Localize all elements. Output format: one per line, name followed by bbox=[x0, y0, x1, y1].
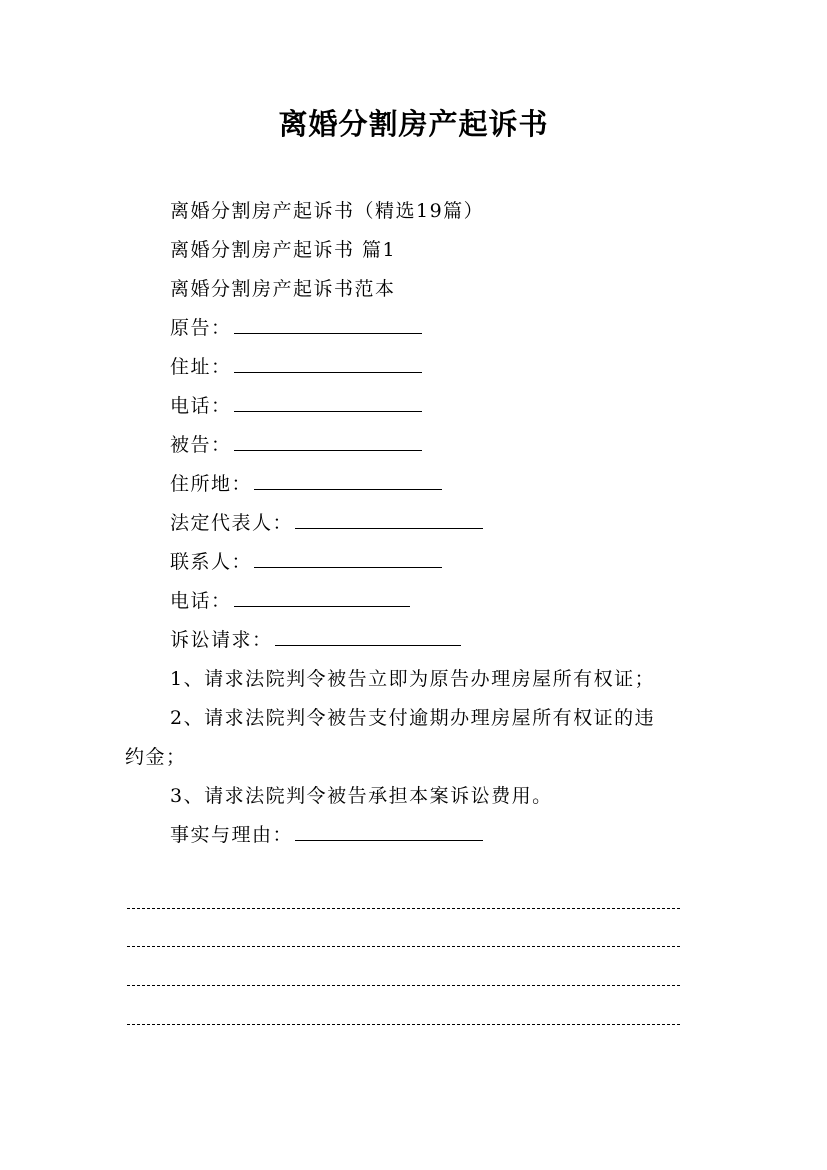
field-label: 联系人： bbox=[170, 551, 253, 573]
fill-blank bbox=[234, 393, 422, 412]
field-label: 电话： bbox=[170, 395, 232, 417]
field-domicile bbox=[170, 471, 442, 497]
writing-rule bbox=[127, 946, 680, 947]
claim-3: 3、请求法院判令被告承担本案诉讼费用。 bbox=[170, 785, 553, 807]
fill-blank bbox=[254, 471, 442, 490]
field-label: 住所地： bbox=[170, 473, 253, 495]
field-label: 原告： bbox=[170, 317, 232, 339]
field-label: 事实与理由： bbox=[170, 824, 294, 846]
field-phone bbox=[170, 393, 422, 419]
field-plaintiff bbox=[170, 315, 422, 341]
field-label: 电话： bbox=[170, 590, 232, 612]
writing-rule bbox=[127, 908, 680, 909]
template-heading: 离婚分割房产起诉书范本 bbox=[170, 278, 396, 300]
field-contact-phone bbox=[170, 588, 410, 614]
writing-rule bbox=[127, 1024, 680, 1025]
writing-rule bbox=[127, 985, 680, 986]
claim-2-continued: 约金； bbox=[125, 746, 187, 768]
subtitle: 离婚分割房产起诉书（精选19篇） bbox=[170, 200, 485, 222]
fill-blank bbox=[275, 627, 461, 646]
fill-blank bbox=[234, 588, 410, 607]
field-claims bbox=[170, 627, 461, 653]
claim-1: 1、请求法院判令被告立即为原告办理房屋所有权证； bbox=[170, 668, 656, 690]
fill-blank bbox=[295, 510, 483, 529]
field-label: 被告： bbox=[170, 434, 232, 456]
fill-blank bbox=[234, 354, 422, 373]
field-defendant bbox=[170, 432, 422, 458]
field-contact bbox=[170, 549, 442, 575]
claim-2: 2、请求法院判令被告支付逾期办理房屋所有权证的违 bbox=[170, 707, 656, 729]
document-title: 离婚分割房产起诉书 bbox=[278, 107, 549, 141]
section-heading: 离婚分割房产起诉书 篇1 bbox=[170, 239, 397, 261]
fill-blank bbox=[234, 315, 422, 334]
fill-blank bbox=[234, 432, 422, 451]
field-label: 法定代表人： bbox=[170, 512, 294, 534]
fill-blank bbox=[295, 822, 483, 841]
fill-blank bbox=[254, 549, 442, 568]
field-address bbox=[170, 354, 422, 380]
field-label: 诉讼请求： bbox=[170, 629, 273, 651]
field-label: 住址： bbox=[170, 356, 232, 378]
field-facts bbox=[170, 822, 483, 848]
field-legal-representative bbox=[170, 510, 483, 536]
